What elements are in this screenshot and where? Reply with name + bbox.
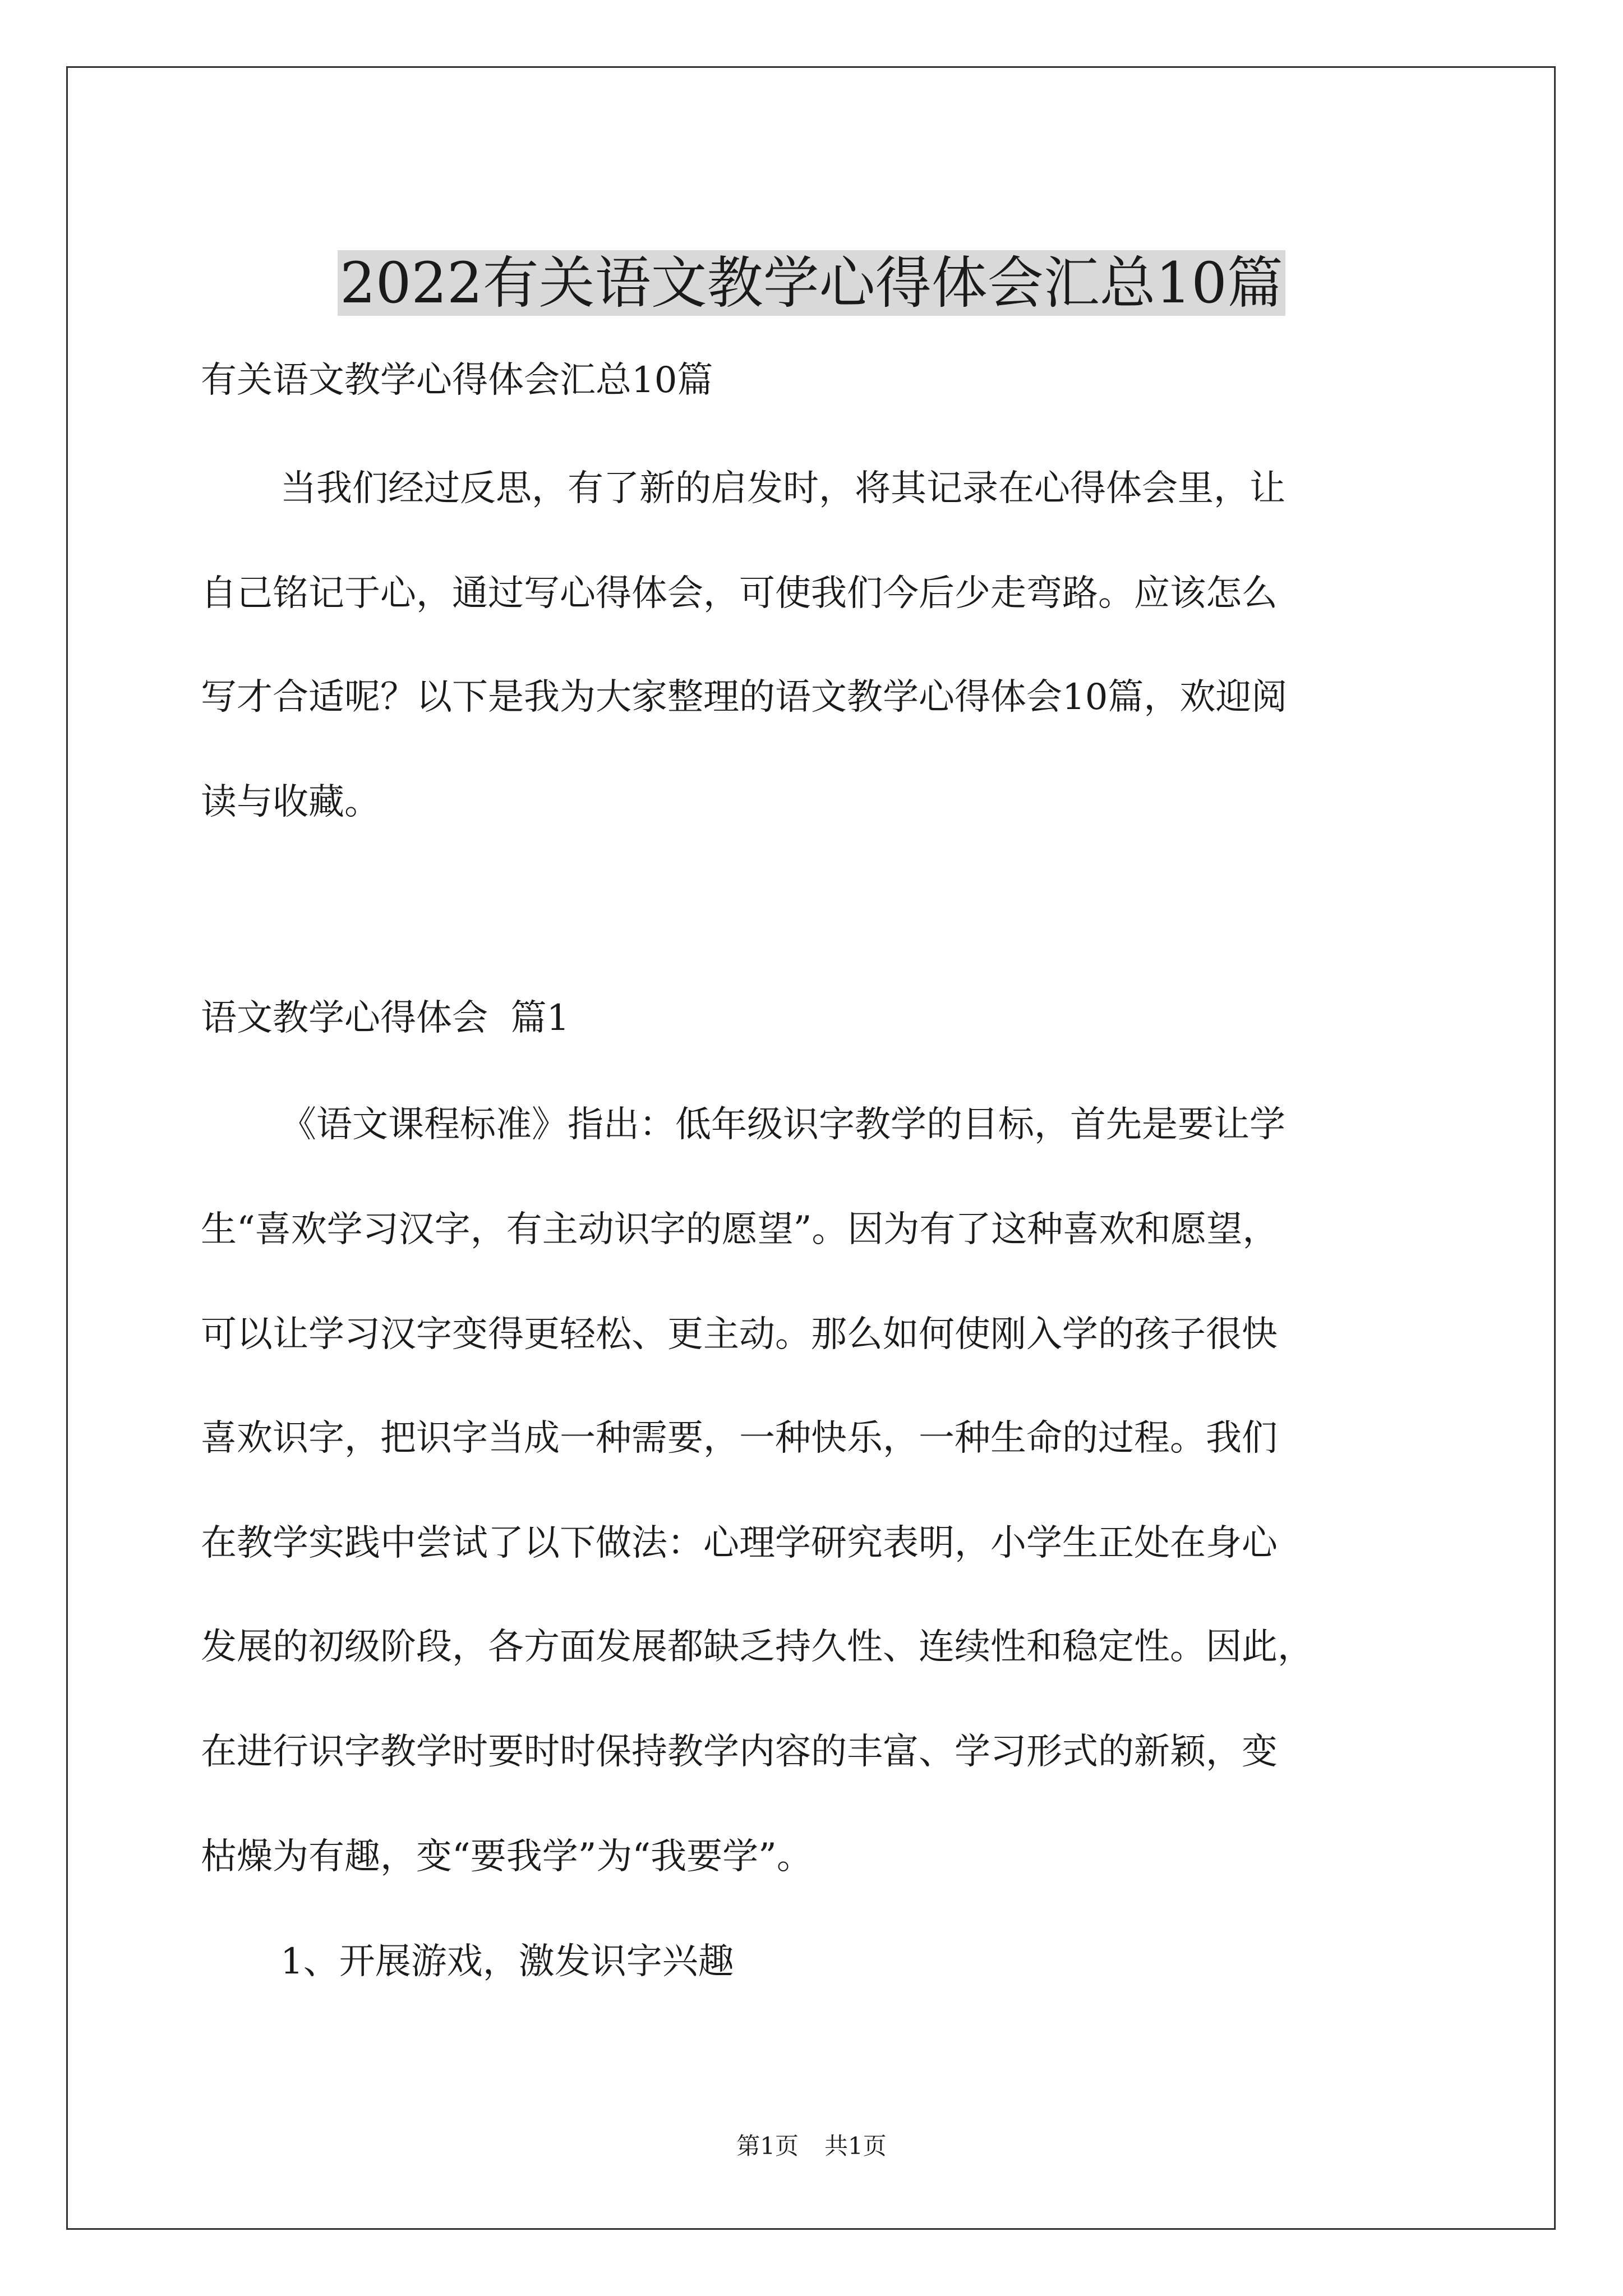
page-number: 第1页 <box>736 2132 799 2160</box>
section-line: 生“喜欢学习汉字，有主动识字的愿望”。因为有了这种喜欢和愿望， <box>201 1209 1279 1250</box>
document-title-text: 2022有关语文教学心得体会汇总10篇 <box>338 250 1285 316</box>
page-total: 共1页 <box>824 2132 887 2160</box>
intro-line: 读与收藏。 <box>201 781 380 823</box>
section-line: 在进行识字教学时要时时保持教学内容的丰富、学习形式的新颖，变 <box>201 1731 1278 1773</box>
section-line: 在教学实践中尝试了以下做法：心理学研究表明，小学生正处在身心 <box>201 1522 1278 1564</box>
document-subtitle: 有关语文教学心得体会汇总10篇 <box>201 360 713 401</box>
section-heading: 语文教学心得体会 篇1 <box>201 997 570 1039</box>
section-line: 可以让学习汉字变得更轻松、更主动。那么如何使刚入学的孩子很快 <box>201 1314 1278 1355</box>
intro-line: 自己铭记于心，通过写心得体会，可使我们今后少走弯路。应该怎么 <box>201 573 1278 614</box>
document-title <box>0 244 1623 323</box>
intro-line: 当我们经过反思，有了新的启发时，将其记录在心得体会里，让 <box>280 468 1285 509</box>
section-line: 枯燥为有趣，变“要我学”为“我要学”。 <box>201 1836 813 1878</box>
intro-line: 写才合适呢？以下是我为大家整理的语文教学心得体会10篇，欢迎阅 <box>201 677 1288 718</box>
page-footer <box>0 2131 1623 2162</box>
list-item-heading: 1、开展游戏，激发识字兴趣 <box>280 1941 734 1982</box>
section-line: 发展的初级阶段，各方面发展都缺乏持久性、连续性和稳定性。因此， <box>201 1626 1313 1668</box>
section-line: 《语文课程标准》指出：低年级识字教学的目标，首先是要让学 <box>280 1104 1285 1145</box>
section-line: 喜欢识字，把识字当成一种需要，一种快乐，一种生命的过程。我们 <box>201 1418 1278 1459</box>
